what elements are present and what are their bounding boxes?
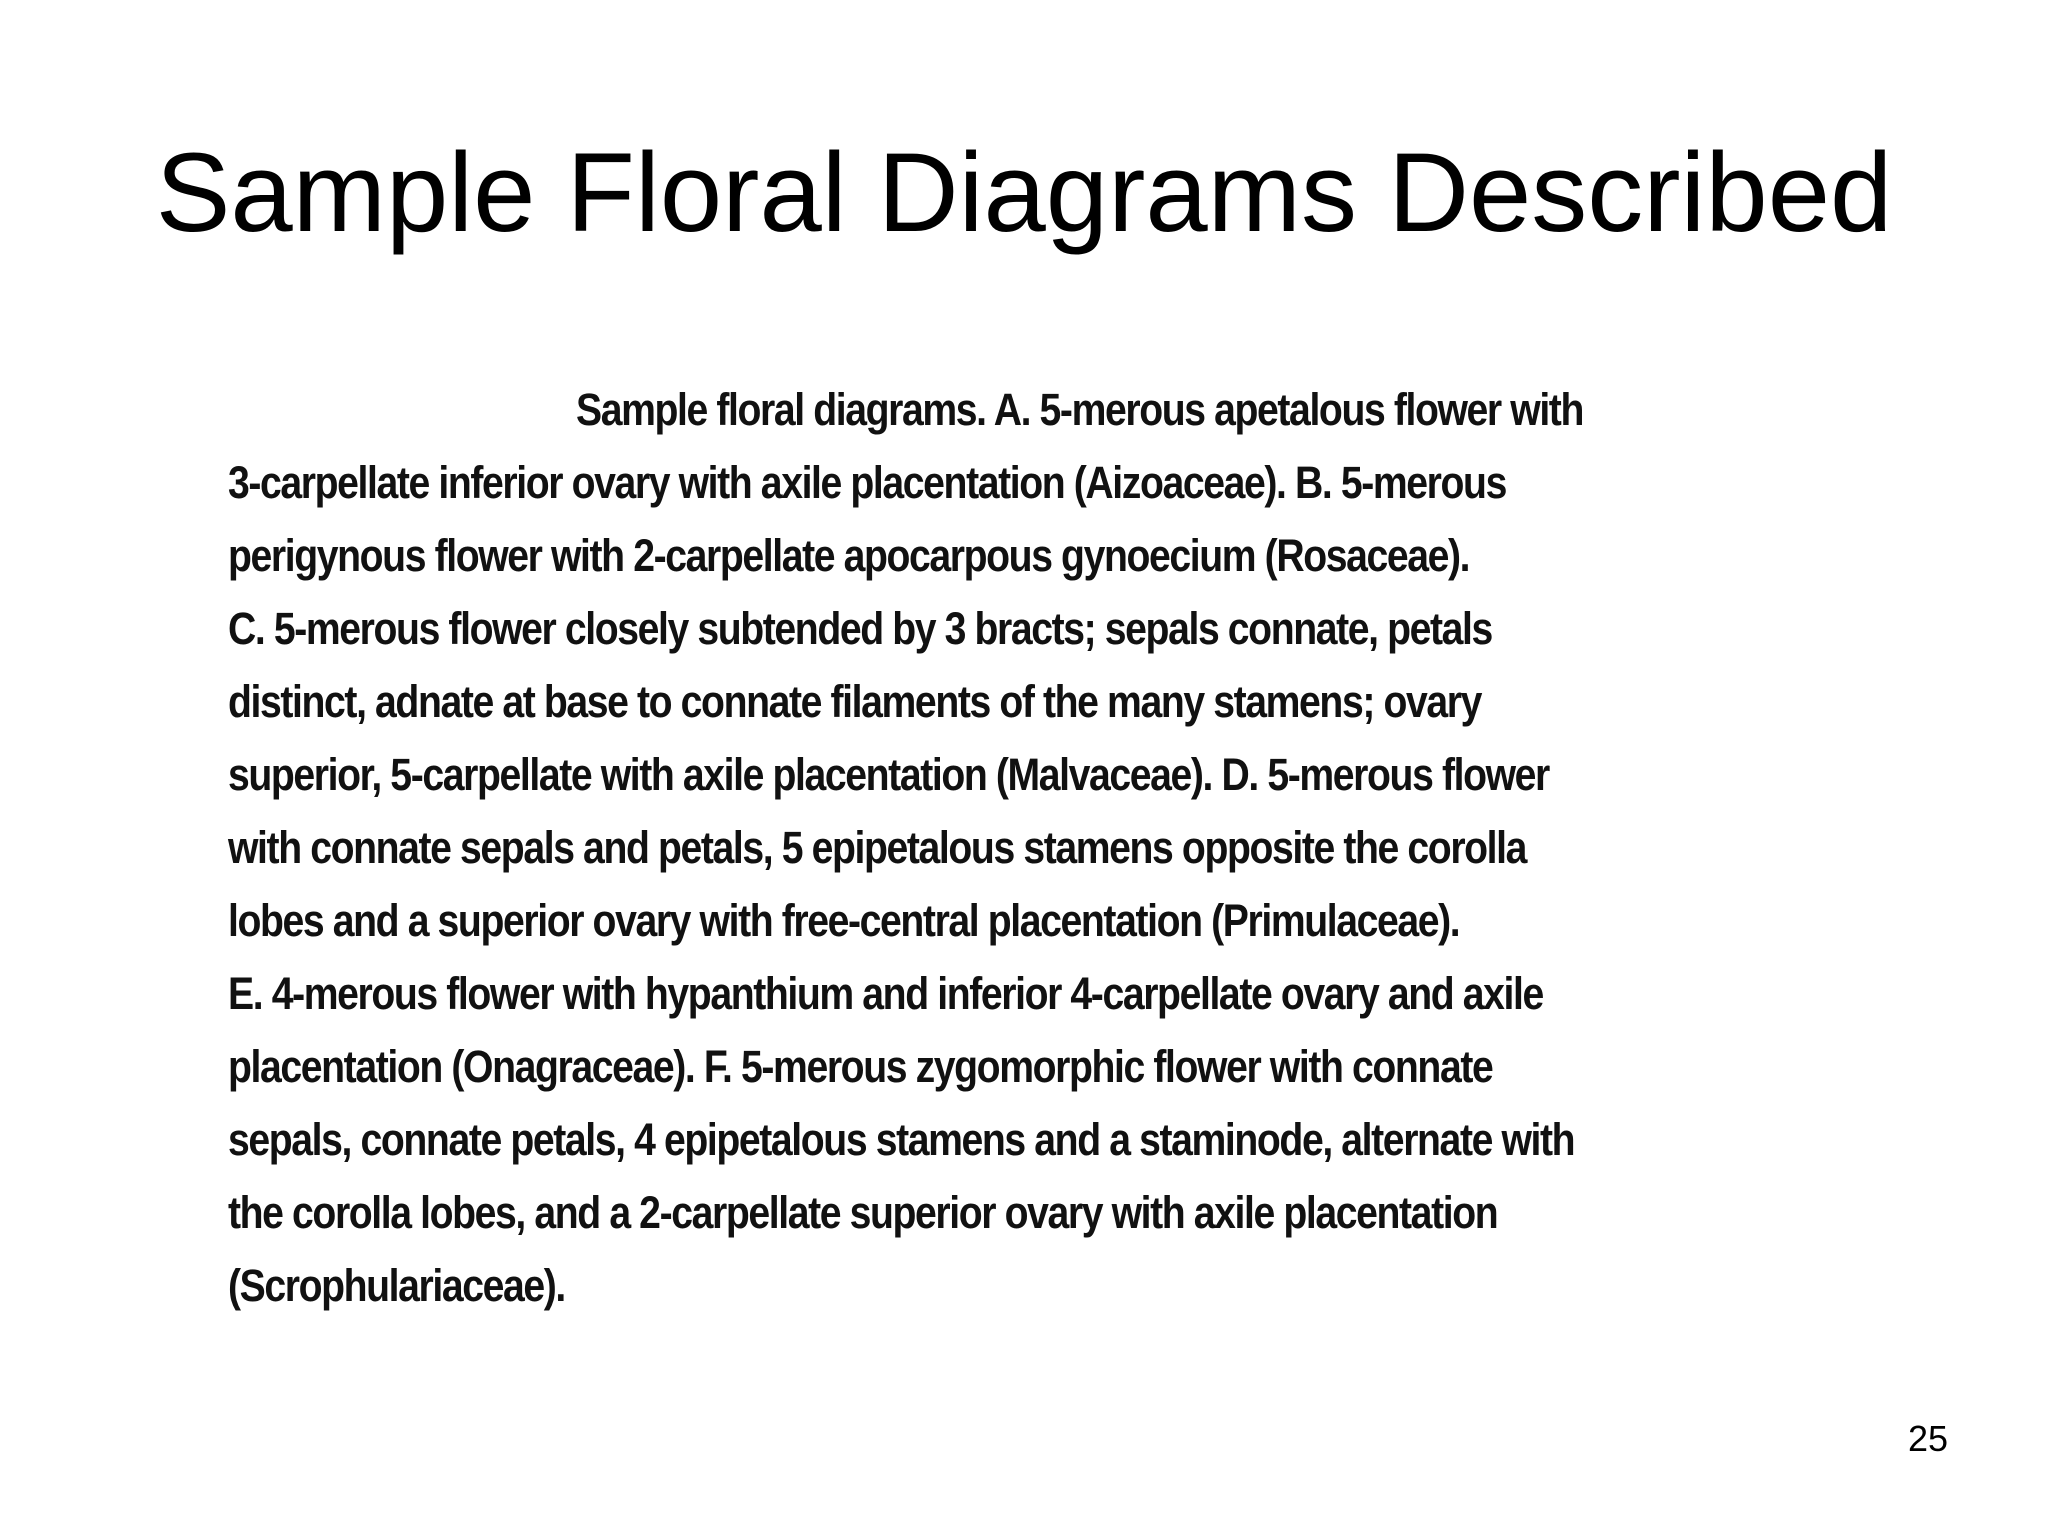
caption-line: with connate sepals and petals, 5 epipetalous stamens opposite the corolla: [228, 822, 1527, 873]
caption-line: (Scrophulariaceae).: [228, 1260, 565, 1311]
caption-line: perigynous flower with 2-carpellate apocarpous gynoecium (Rosaceae).: [228, 530, 1470, 581]
caption-line: E. 4-merous flower with hypanthium and inferior 4-carpellate ovary and axile: [228, 968, 1543, 1019]
slide-title: Sample Floral Diagrams Described: [155, 130, 1893, 255]
caption-line: C. 5-merous flower closely subtended by 3 bracts; sepals connate, petals: [228, 603, 1492, 654]
caption-line: Sample floral diagrams. A. 5-merous apetalous flower with: [576, 384, 1583, 435]
caption-line: distinct, adnate at base to connate filaments of the many stamens; ovary: [228, 676, 1481, 727]
caption-line: sepals, connate petals, 4 epipetalous stamens and a staminode, alternate with: [228, 1114, 1575, 1165]
caption-line: superior, 5-carpellate with axile placentation (Malvaceae). D. 5-merous flower: [228, 749, 1549, 800]
page-number: 25: [1907, 1418, 1948, 1459]
scanned-caption-image: [200, 350, 1850, 1360]
caption-line: the corolla lobes, and a 2-carpellate superior ovary with axile placentation: [228, 1187, 1498, 1238]
caption-line: placentation (Onagraceae). F. 5-merous zygomorphic flower with connate: [228, 1041, 1493, 1092]
caption-line: 3-carpellate inferior ovary with axile placentation (Aizoaceae). B. 5-merous: [228, 457, 1506, 508]
caption-line: lobes and a superior ovary with free-central placentation (Primulaceae).: [228, 895, 1460, 946]
